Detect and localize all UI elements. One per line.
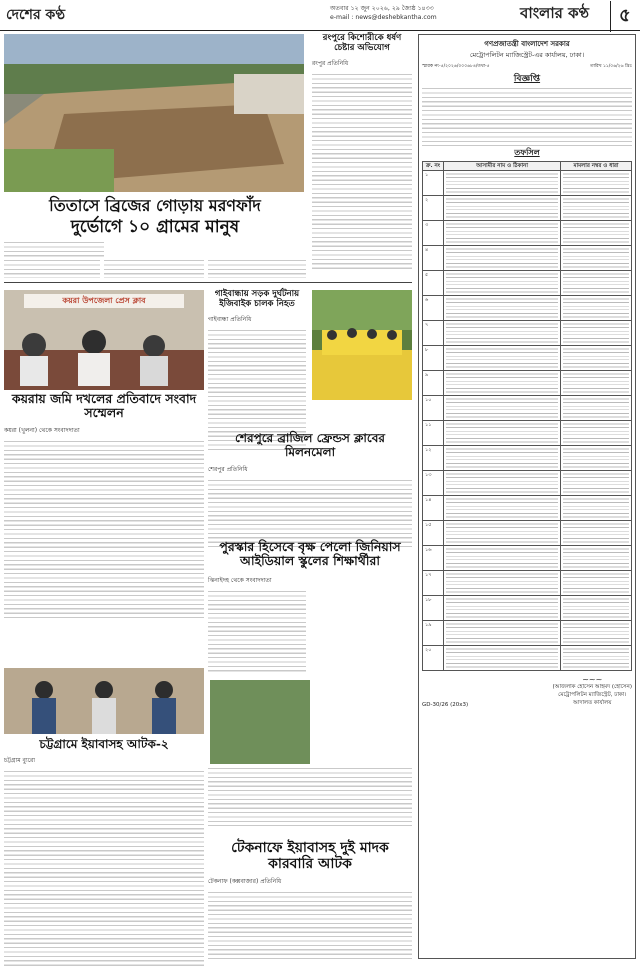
row-serial: ৬ [423, 296, 444, 321]
sherpur-photo-art [312, 290, 412, 400]
headline-chattogram: চট্টগ্রামে ইয়াবাসহ আটক-২ [39, 737, 169, 751]
row-case-text [563, 547, 629, 569]
row-serial: ১৭ [423, 571, 444, 596]
koyra-banner: কয়রা উপজেলা প্রেস ক্লাব [24, 294, 184, 308]
row-accused-text [446, 272, 558, 294]
row-case [561, 621, 632, 646]
row-case-text [563, 272, 629, 294]
row-serial: ২০ [423, 646, 444, 671]
header-case: মামলার নম্বর ও ধারা [561, 162, 632, 171]
row-serial: ১৬ [423, 546, 444, 571]
notice-table-row [423, 646, 632, 671]
body-chattogram [4, 769, 204, 969]
row-case-text [563, 397, 629, 419]
notice-table-row [423, 371, 632, 396]
row-accused-text [446, 222, 558, 244]
row-serial: ১৮ [423, 596, 444, 621]
government-notice [418, 34, 636, 959]
sherpur-photo [312, 290, 412, 400]
row-accused-text [446, 547, 558, 569]
article-school [208, 540, 412, 826]
row-accused-text [446, 397, 558, 419]
row-case-text [563, 597, 629, 619]
notice-footer [422, 675, 632, 708]
row-accused-text [446, 597, 558, 619]
divider [4, 282, 412, 283]
row-accused-text [446, 647, 558, 669]
notice-table-row [423, 596, 632, 621]
row-serial: ১০ [423, 396, 444, 421]
notice-table-row [423, 196, 632, 221]
row-accused-text [446, 247, 558, 269]
row-serial: ১৪ [423, 496, 444, 521]
row-case [561, 271, 632, 296]
headline-titas-line2: দুর্ভোগে ১০ গ্রামের মানুষ [70, 217, 240, 238]
row-case [561, 571, 632, 596]
row-accused-text [446, 347, 558, 369]
headline-gaibandha: গাইবান্ধায় সড়ক দুর্ঘটনায় ইজিবাইক চালক নিহত [214, 289, 300, 309]
page-number: ৫ [610, 1, 631, 32]
reporter-koyra: কয়রা (খুলনা) থেকে সংবাদদাতা [4, 426, 80, 434]
article-chattogram [4, 738, 204, 969]
notice-table-row [423, 221, 632, 246]
body-sherpur [208, 478, 412, 548]
gd-number: GD-30/26 (20x3) [422, 702, 469, 708]
row-case-text [563, 622, 629, 644]
section-title-left: দেশের কণ্ঠ [6, 7, 66, 23]
row-serial: ১ [423, 171, 444, 196]
row-case [561, 471, 632, 496]
notice-title: বিজ্ঞপ্তি [513, 74, 541, 84]
email-address: e-mail : news@deshebkantha.com [330, 14, 437, 21]
chattogram-photo [4, 668, 204, 734]
notice-table-row [423, 446, 632, 471]
reporter-rangpur: রংপুর প্রতিনিধি [312, 59, 349, 67]
row-case [561, 246, 632, 271]
row-accused [444, 396, 561, 421]
reporter-gaibandha: গাইবান্ধা প্রতিনিধি [208, 315, 252, 323]
row-case-text [563, 197, 629, 219]
row-case-text [563, 447, 629, 469]
reporter-sherpur: শেরপুর প্রতিনিধি [208, 465, 248, 473]
article-teknaf [208, 840, 412, 960]
row-accused [444, 246, 561, 271]
headline-sherpur: শেরপুরে ব্রাজিল ফ্রেন্ডস ক্লাবের মিলনমেলা [235, 431, 385, 459]
row-case-text [563, 347, 629, 369]
body-titas-col1 [4, 258, 100, 278]
row-accused-text [446, 472, 558, 494]
row-case [561, 546, 632, 571]
row-case [561, 171, 632, 196]
headline-teknaf: টেকনাফে ইয়াবাসহ দুই মাদক কারবারি আটক [231, 840, 389, 873]
signer-office: আদালত কার্যালয় [573, 700, 612, 706]
row-accused [444, 496, 561, 521]
bridge-photo [4, 34, 304, 192]
article-gaibandha [208, 290, 306, 452]
row-accused [444, 646, 561, 671]
chattogram-photo-art [4, 668, 204, 734]
row-case-text [563, 497, 629, 519]
row-accused [444, 346, 561, 371]
row-accused [444, 371, 561, 396]
row-case-text [563, 222, 629, 244]
notice-table-row [423, 271, 632, 296]
row-accused-text [446, 447, 558, 469]
row-serial: ৯ [423, 371, 444, 396]
row-case [561, 521, 632, 546]
row-case [561, 396, 632, 421]
row-accused-text [446, 422, 558, 444]
school-photo [210, 680, 310, 764]
row-accused [444, 521, 561, 546]
article-rangpur [312, 34, 412, 280]
row-accused [444, 421, 561, 446]
notice-table-row [423, 471, 632, 496]
notice-table-row [423, 246, 632, 271]
body-titas-col3 [208, 258, 306, 278]
row-accused [444, 471, 561, 496]
issue-date: অতবার ১২ জুন ২০২৬, ২৯ জ্যৈষ্ঠ ১৪৩৩ [330, 5, 434, 12]
row-serial: ১৫ [423, 521, 444, 546]
bridge-photo-art [4, 34, 304, 192]
headline-rangpur: রংপুরে কিশোরীকে ধর্ষণ চেষ্টার অভিযোগ [322, 33, 402, 53]
row-serial: ১৯ [423, 621, 444, 646]
row-serial: ১১ [423, 421, 444, 446]
article-koyra [4, 392, 204, 619]
row-serial: ৩ [423, 221, 444, 246]
row-case [561, 346, 632, 371]
notice-body [422, 86, 632, 146]
row-accused [444, 546, 561, 571]
notice-memo-right: তারিখ ১১/০৬/২৬ খ্রিঃ [590, 64, 632, 69]
row-case [561, 296, 632, 321]
body-school-left [208, 589, 306, 673]
row-case [561, 596, 632, 621]
notice-table-row [423, 546, 632, 571]
notice-table-row [423, 396, 632, 421]
headline-school: পুরস্কার হিসেবে বৃক্ষ পেলো জিনিয়াস আইডিয়াল স্কুলের শিক্ষার্থীরা [219, 539, 401, 569]
notice-gov-line2: মেট্রোপলিটন ম্যাজিস্ট্রেট-এর কার্যালয়, ঢাকা। [469, 51, 585, 59]
row-case [561, 496, 632, 521]
row-accused [444, 321, 561, 346]
row-accused [444, 271, 561, 296]
row-accused-text [446, 572, 558, 594]
notice-table-row [423, 296, 632, 321]
notice-gov-line1: গণপ্রজাতন্ত্রী বাংলাদেশ সরকার [484, 40, 570, 48]
notice-table-row [423, 321, 632, 346]
row-serial: ৭ [423, 321, 444, 346]
section-title-right: বাংলার কণ্ঠ [520, 4, 590, 22]
notice-table-row [423, 421, 632, 446]
row-accused-text [446, 172, 558, 194]
notice-table-row [423, 496, 632, 521]
reporter-teknaf: টেকনাফ (কক্সবাজার) প্রতিনিধি [208, 878, 282, 886]
koyra-photo [4, 290, 204, 390]
body-rangpur [312, 72, 412, 272]
reporter-school: ঝিনাইদহ থেকে সংবাদদাতা [208, 576, 272, 584]
row-accused [444, 571, 561, 596]
row-accused [444, 221, 561, 246]
row-case-text [563, 472, 629, 494]
row-serial: ৪ [423, 246, 444, 271]
row-accused-text [446, 522, 558, 544]
row-accused [444, 596, 561, 621]
row-serial: ২ [423, 196, 444, 221]
koyra-photo-art [4, 290, 204, 390]
row-case-text [563, 522, 629, 544]
notice-memo-left: স্মারক নং-৫/২০২৬/০০০৬৮৪/তথা-৫ [422, 64, 490, 69]
row-serial: ৮ [423, 346, 444, 371]
signature-mark: ~~~ [582, 675, 603, 684]
row-accused [444, 446, 561, 471]
row-case [561, 646, 632, 671]
row-case [561, 371, 632, 396]
row-accused [444, 171, 561, 196]
row-case-text [563, 422, 629, 444]
notice-table-row [423, 171, 632, 196]
row-case [561, 321, 632, 346]
row-case-text [563, 297, 629, 319]
signer-title: মেট্রোপলিটন ম্যাজিস্ট্রেট, ঢাকা। [558, 692, 627, 698]
notice-table-row [423, 571, 632, 596]
date-line [330, 4, 437, 22]
row-case-text [563, 647, 629, 669]
row-case [561, 421, 632, 446]
row-case-text [563, 247, 629, 269]
signer-name: (আজলাক হোসেন আহমদ (হোসেন) [552, 684, 632, 690]
notice-table-row [423, 621, 632, 646]
row-accused [444, 196, 561, 221]
row-case [561, 196, 632, 221]
body-koyra [4, 439, 204, 619]
row-serial: ১৩ [423, 471, 444, 496]
row-accused-text [446, 197, 558, 219]
body-titas-cont [4, 240, 104, 258]
row-case-text [563, 372, 629, 394]
body-titas-col2 [104, 258, 204, 278]
notice-memo [422, 63, 632, 70]
reporter-chattogram: চট্টগ্রাম ব্যুরো [4, 756, 36, 764]
row-accused [444, 621, 561, 646]
row-accused-text [446, 622, 558, 644]
row-case-text [563, 572, 629, 594]
row-case [561, 446, 632, 471]
headline-titas-line1: তিতাসে ব্রিজের গোড়ায় মরণফাঁদ [49, 196, 261, 215]
notice-table-header [423, 162, 632, 171]
article-sherpur [208, 432, 412, 548]
notice-table-title: তফসিল [514, 148, 540, 157]
row-case-text [563, 322, 629, 344]
notice-table-row [423, 346, 632, 371]
row-case-text [563, 172, 629, 194]
row-case [561, 221, 632, 246]
notice-table-row [423, 521, 632, 546]
body-teknaf [208, 890, 412, 960]
row-accused-text [446, 372, 558, 394]
row-serial: ১২ [423, 446, 444, 471]
header-accused: আসামীর নাম ও ঠিকানা [444, 162, 561, 171]
notice-table [422, 161, 632, 671]
row-accused-text [446, 297, 558, 319]
headline-koyra: কয়রায় জমি দখলের প্রতিবাদে সংবাদ সম্মেলন [11, 391, 197, 421]
masthead [0, 0, 640, 31]
row-accused-text [446, 322, 558, 344]
row-accused-text [446, 497, 558, 519]
body-school [208, 766, 412, 826]
row-serial: ৫ [423, 271, 444, 296]
header-serial: ক্র. নং [423, 162, 444, 171]
row-accused [444, 296, 561, 321]
notice-signature [553, 675, 633, 708]
